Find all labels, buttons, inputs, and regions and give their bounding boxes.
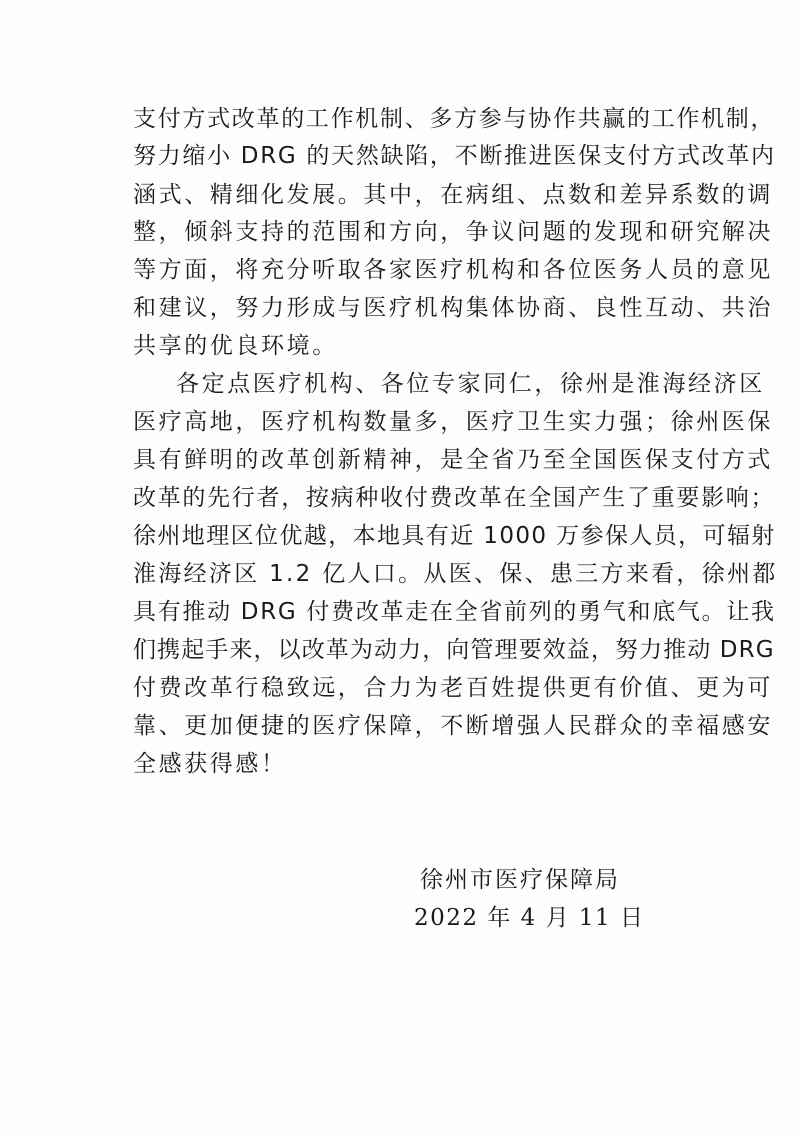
paragraph-1-line-4: 整，倾斜支持的范围和方向，争议问题的发现和研究解决: [133, 219, 773, 245]
paragraph-2-line-3: 具有鲜明的改革创新精神，是全省乃至全国医保支付方式: [133, 447, 773, 473]
paragraph-1-line-5: 等方面，将充分听取各家医疗机构和各位医务人员的意见: [133, 257, 773, 283]
paragraph-2-line-7: 具有推动 DRG 付费改革走在全省前列的勇气和底气。让我: [133, 599, 776, 625]
paragraph-2-line-4: 改革的先行者，按病种收付费改革在全国产生了重要影响；: [133, 485, 776, 511]
paragraph-2-line-5: 徐州地理区位优越，本地具有近 1000 万参保人员，可辐射: [133, 523, 776, 549]
paragraph-1-line-6: 和建议，努力形成与医疗机构集体协商、良性互动、共治: [133, 295, 773, 321]
paragraph-2-line-11: 全感获得感！: [133, 751, 287, 777]
signature-organization: 徐州市医疗保障局: [420, 867, 620, 893]
paragraph-1-line-7: 共享的优良环境。: [133, 333, 338, 359]
paragraph-2-line-8: 们携起手来，以改革为动力，向管理要效益，努力推动 DRG: [133, 637, 775, 663]
paragraph-2-line-2: 医疗高地，医疗机构数量多，医疗卫生实力强；徐州医保: [133, 409, 773, 435]
paragraph-2-line-9: 付费改革行稳致远，合力为老百姓提供更有价值、更为可: [133, 675, 773, 701]
paragraph-1-line-1: 支付方式改革的工作机制、多方参与协作共赢的工作机制，: [133, 106, 776, 132]
paragraph-2-line-1: 各定点医疗机构、各位专家同仁，徐州是淮海经济区: [176, 371, 765, 397]
paragraph-2-line-6: 淮海经济区 1.2 亿人口。从医、保、患三方来看，徐州都: [133, 561, 778, 587]
paragraph-2-line-10: 靠、更加便捷的医疗保障，不断增强人民群众的幸福感安: [133, 713, 773, 739]
paragraph-1-line-2: 努力缩小 DRG 的天然缺陷，不断推进医保支付方式改革内: [133, 143, 776, 169]
signature-date: 2022 年 4 月 11 日: [414, 905, 645, 931]
paragraph-1-line-3: 涵式、精细化发展。其中，在病组、点数和差异系数的调: [133, 182, 773, 208]
